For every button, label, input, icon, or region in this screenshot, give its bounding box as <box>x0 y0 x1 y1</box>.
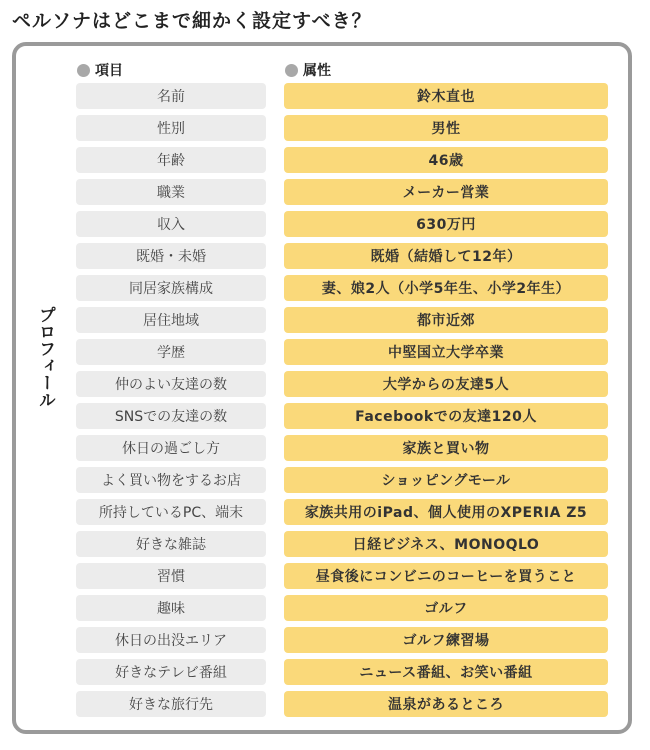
row-item-label: 好きな雑誌 <box>76 531 266 557</box>
row-attribute-value: 大学からの友達5人 <box>284 371 608 397</box>
row-item-label: 仲のよい友達の数 <box>76 371 266 397</box>
table-row <box>76 179 608 205</box>
row-attribute-value: 鈴木直也 <box>284 83 608 109</box>
table-row <box>76 307 608 333</box>
table-row <box>76 627 608 653</box>
column-header-item-label: 項目 <box>95 63 123 79</box>
table-row <box>76 115 608 141</box>
row-item-label: 休日の出没エリア <box>76 627 266 653</box>
row-attribute-value: 46歳 <box>284 147 608 173</box>
table-row <box>76 563 608 589</box>
row-attribute-value: ショッピングモール <box>284 467 608 493</box>
row-item-label: 所持しているPC、端末 <box>76 499 266 525</box>
table-row <box>76 531 608 557</box>
column-header-attribute-label: 属性 <box>303 63 331 79</box>
row-item-label: 好きな旅行先 <box>76 691 266 717</box>
table-row <box>76 467 608 493</box>
bullet-icon <box>285 64 298 77</box>
row-item-label: 休日の過ごし方 <box>76 435 266 461</box>
row-item-label: 収入 <box>76 211 266 237</box>
row-attribute-value: 家族と買い物 <box>284 435 608 461</box>
profile-table <box>76 83 608 723</box>
column-header-item <box>77 60 123 80</box>
table-row <box>76 211 608 237</box>
table-row <box>76 403 608 429</box>
row-item-label: 年齢 <box>76 147 266 173</box>
row-attribute-value: 昼食後にコンビニのコーヒーを買うこと <box>284 563 608 589</box>
row-attribute-value: Facebookでの友達120人 <box>284 403 608 429</box>
table-row <box>76 83 608 109</box>
column-header-attribute <box>285 60 331 80</box>
table-row <box>76 147 608 173</box>
row-attribute-value: 温泉があるところ <box>284 691 608 717</box>
row-item-label: 同居家族構成 <box>76 275 266 301</box>
row-item-label: 居住地域 <box>76 307 266 333</box>
row-item-label: SNSでの友達の数 <box>76 403 266 429</box>
row-item-label: 習慣 <box>76 563 266 589</box>
row-attribute-value: ゴルフ <box>284 595 608 621</box>
row-item-label: 名前 <box>76 83 266 109</box>
row-item-label: 趣味 <box>76 595 266 621</box>
side-label: プロフィール <box>35 306 55 408</box>
row-attribute-value: ニュース番組、お笑い番組 <box>284 659 608 685</box>
row-item-label: 職業 <box>76 179 266 205</box>
bullet-icon <box>77 64 90 77</box>
row-item-label: 性別 <box>76 115 266 141</box>
table-row <box>76 691 608 717</box>
row-attribute-value: 家族共用のiPad、個人使用のXPERIA Z5 <box>284 499 608 525</box>
table-row <box>76 499 608 525</box>
row-attribute-value: 中堅国立大学卒業 <box>284 339 608 365</box>
row-attribute-value: 既婚（結婚して12年） <box>284 243 608 269</box>
row-attribute-value: 男性 <box>284 115 608 141</box>
table-row <box>76 371 608 397</box>
row-item-label: 学歴 <box>76 339 266 365</box>
row-item-label: 好きなテレビ番組 <box>76 659 266 685</box>
row-item-label: よく買い物をするお店 <box>76 467 266 493</box>
table-row <box>76 435 608 461</box>
table-row <box>76 659 608 685</box>
row-attribute-value: メーカー営業 <box>284 179 608 205</box>
row-item-label: 既婚・未婚 <box>76 243 266 269</box>
table-row <box>76 275 608 301</box>
row-attribute-value: 630万円 <box>284 211 608 237</box>
table-row <box>76 595 608 621</box>
row-attribute-value: ゴルフ練習場 <box>284 627 608 653</box>
page-title: ペルソナはどこまで細かく設定すべき？ <box>12 10 372 32</box>
row-attribute-value: 日経ビジネス、MONOQLO <box>284 531 608 557</box>
table-row <box>76 339 608 365</box>
row-attribute-value: 都市近郊 <box>284 307 608 333</box>
row-attribute-value: 妻、娘2人（小学5年生、小学2年生） <box>284 275 608 301</box>
table-row <box>76 243 608 269</box>
